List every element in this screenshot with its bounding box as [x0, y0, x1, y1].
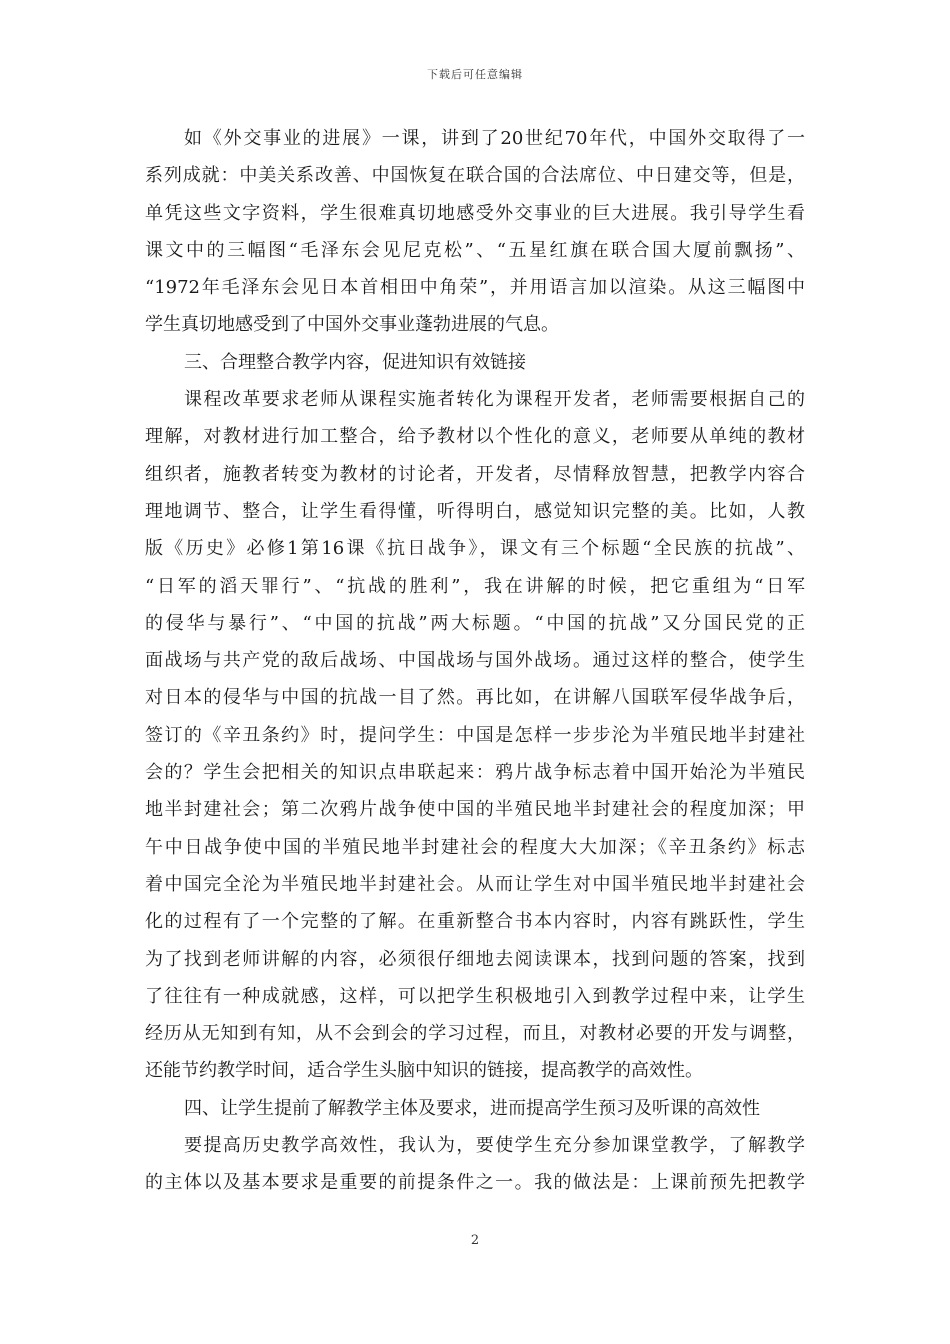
text-line: 午中日战争使中国的半殖民地半封建社会的程度大大加深；《辛丑条约》标志 — [145, 836, 805, 858]
text-line: 为了找到老师讲解的内容，必须很仔细地去阅读课本，找到问题的答案，找到 — [145, 948, 805, 970]
text-line: 经历从无知到有知，从不会到会的学习过程，而且，对教材必要的开发与调整， — [145, 1023, 805, 1045]
text-line: 地半封建社会；第二次鸦片战争使中国的半殖民地半封建社会的程度加深；甲 — [145, 799, 805, 821]
text-line: 化的过程有了一个完整的了解。在重新整合书本内容时，内容有跳跃性，学生 — [145, 911, 805, 933]
text-line: 三、合理整合教学内容，促进知识有效链接 — [184, 351, 526, 373]
text-line: 课文中的三幅图“毛泽东会见尼克松”、“五星红旗在联合国大厦前飘扬”、 — [145, 239, 805, 261]
text-line: 组织者，施教者转变为教材的讨论者，开发者，尽情释放智慧，把教学内容合 — [145, 463, 805, 485]
text-line: 四、让学生提前了解教学主体及要求，进而提高学生预习及听课的高效性 — [184, 1097, 760, 1119]
page-header: 下载后可任意编辑 — [427, 68, 523, 81]
text-line: 理解，对教材进行加工整合，给予教材以个性化的意义，老师要从单纯的教材 — [145, 426, 805, 448]
text-line: 签订的《辛丑条约》时，提问学生：中国是怎样一步步沦为半殖民地半封建社 — [145, 724, 805, 746]
text-line: 会的？学生会把相关的知识点串联起来：鸦片战争标志着中国开始沦为半殖民 — [145, 762, 805, 784]
text-line: 如《外交事业的进展》一课，讲到了20世纪70年代，中国外交取得了一 — [184, 128, 805, 149]
text-line: 单凭这些文字资料，学生很难真切地感受外交事业的巨大进展。我引导学生看 — [145, 202, 805, 224]
text-line: 还能节约教学时间，适合学生头脑中知识的链接，提高教学的高效性。 — [145, 1060, 703, 1082]
text-line: 学生真切地感受到了中国外交事业蓬勃进展的气息。 — [145, 314, 559, 336]
text-line: 的主体以及基本要求是重要的前提条件之一。我的做法是：上课前预先把教学 — [145, 1172, 805, 1194]
text-line: 版《历史》必修1第16课《抗日战争》，课文有三个标题“全民族的抗战”、 — [145, 538, 805, 560]
page-number: 2 — [470, 1233, 480, 1248]
text-line: 系列成就：中美关系改善、中国恢复在联合国的合法席位、中日建交等，但是， — [145, 165, 805, 187]
text-line: 的侵华与暴行”、“中国的抗战”两大标题。“中国的抗战”又分国民党的正 — [145, 612, 805, 634]
text-line: “1972年毛泽东会见日本首相田中角荣”，并用语言加以渲染。从这三幅图中 — [145, 277, 805, 299]
text-line: “日军的滔天罪行”、“抗战的胜利”，我在讲解的时候，把它重组为“日军 — [145, 575, 805, 597]
text-line: 面战场与共产党的敌后战场、中国战场与国外战场。通过这样的整合，使学生 — [145, 650, 805, 672]
text-line: 着中国完全沦为半殖民地半封建社会。从而让学生对中国半殖民地半封建社会 — [145, 873, 805, 895]
text-line: 理地调节、整合，让学生看得懂，听得明白，感觉知识完整的美。比如，人教 — [145, 500, 805, 522]
text-line: 对日本的侵华与中国的抗战一目了然。再比如，在讲解八国联军侵华战争后， — [145, 687, 805, 709]
text-line: 课程改革要求老师从课程实施者转化为课程开发者，老师需要根据自己的 — [184, 389, 805, 411]
text-line: 了往往有一种成就感，这样，可以把学生积极地引入到教学过程中来，让学生 — [145, 985, 805, 1007]
document-body — [145, 120, 805, 1202]
text-line: 要提高历史教学高效性，我认为，要使学生充分参加课堂教学，了解教学 — [184, 1135, 805, 1157]
